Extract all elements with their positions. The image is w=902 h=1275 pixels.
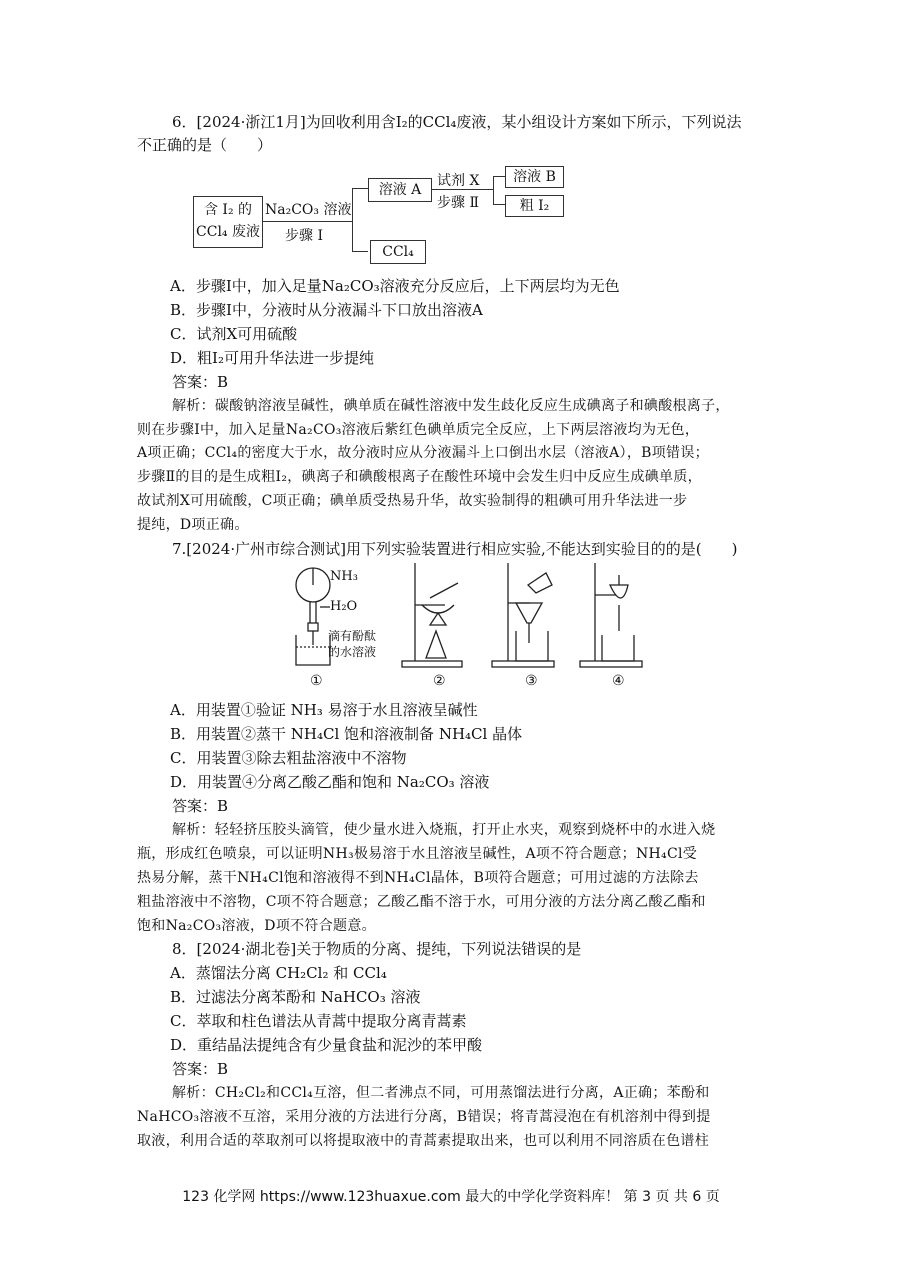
flow-reagent-x: 试剂 X	[437, 173, 480, 189]
q7-answer: 答案：B	[172, 797, 229, 815]
q6-explanation-line2: 则在步骤Ⅰ中，加入足量Na₂CO₃溶液后紫红色碘单质完全反应，上下两层溶液均为无色，	[137, 422, 700, 438]
q6-explanation-line5: 故试剂X可用硫酸，C项正确；碘单质受热易升华，故实验制得的粗碘可用升华法进一步	[137, 493, 688, 509]
flow-branch2-vertical	[493, 176, 494, 204]
evaporating-dish-icon	[422, 605, 454, 613]
flow-start-box	[193, 196, 263, 248]
flow-solution-a-box: 溶液 A	[368, 178, 432, 202]
apparatus-label-4: ④	[612, 673, 625, 689]
apparatus-label-2: ②	[433, 673, 446, 689]
q8-stem: 8．[2024·湖北卷]关于物质的分离、提纯，下列说法错误的是	[172, 940, 582, 958]
q6-explanation-line4: 步骤Ⅱ的目的是生成粗I₂，碘离子和碘酸根离子在酸性环境中会发生归中反应生成碘单质，	[137, 469, 702, 485]
flow-crude-i2-box: 粗 I₂	[505, 195, 564, 217]
apparatus-label-1: ①	[310, 673, 323, 689]
q6-answer: 答案：B	[172, 373, 229, 391]
flow-branch-top	[352, 188, 368, 189]
flow-branch-bottom	[352, 251, 368, 252]
flow-branch2-bottom	[493, 204, 505, 205]
q6-explanation-line3: A项正确；CCl₄的密度大于水，故分液时应从分液漏斗上口倒出水层（溶液A），B项错误；	[137, 445, 709, 461]
q6-option-d: D．粗I₂可用升华法进一步提纯	[170, 349, 374, 367]
label-h2o: H₂O	[330, 599, 358, 614]
page-footer: 123 化学网 https://www.123huaxue.com 最大的中学化学资料库！ 第 3 页 共 6 页	[182, 1189, 720, 1205]
q7-apparatus-figure	[280, 563, 660, 693]
label-solution-line2: 的水溶液	[328, 645, 377, 659]
q8-option-a: A．蒸馏法分离 CH₂Cl₂ 和 CCl₄	[170, 964, 387, 982]
flow-step1: 步骤 Ⅰ	[285, 228, 323, 244]
label-nh3: NH₃	[330, 569, 358, 584]
q8-option-d: D．重结晶法提纯含有少量食盐和泥沙的苯甲酸	[170, 1036, 483, 1054]
alcohol-lamp-icon	[426, 631, 446, 658]
q7-option-a: A．用装置①验证 NH₃ 易溶于水且溶液呈碱性	[170, 701, 478, 719]
q7-explanation-line5: 饱和Na₂CO₃溶液，D项不符合题意。	[137, 918, 376, 934]
q7-option-d: D．用装置④分离乙酸乙酯和饱和 Na₂CO₃ 溶液	[170, 773, 490, 791]
flow-ccl4-box: CCl₄	[370, 240, 426, 264]
label-solution-line1: 滴有酚酞	[328, 629, 377, 643]
flow-arrow-main	[262, 221, 352, 222]
q7-option-c: C．用装置③除去粗盐溶液中不溶物	[170, 749, 407, 767]
q7-explanation-line3: 热易分解，蒸干NH₄Cl饱和溶液得不到NH₄Cl晶体，B项符合题意；可用过滤的方法除去	[137, 870, 699, 886]
beaker-icon-3	[516, 631, 548, 661]
pouring-beaker-icon	[528, 573, 552, 593]
q8-explanation-line1: 解析：CH₂Cl₂和CCl₄互溶，但二者沸点不同，可用蒸馏法进行分离，A正确；苯酚和	[172, 1085, 710, 1101]
q6-stem-line1: 6．[2024·浙江1月]为回收利用含I₂的CCl₄废液，某小组设计方案如下所示，下列说法	[172, 113, 742, 131]
flow-solution-b-box: 溶液 B	[505, 166, 564, 188]
flow-branch2-top	[493, 176, 505, 177]
q7-option-b: B．用装置②蒸干 NH₄Cl 饱和溶液制备 NH₄Cl 晶体	[170, 725, 523, 743]
funnel-icon	[516, 603, 542, 623]
q6-option-a: A．步骤Ⅰ中，加入足量Na₂CO₃溶液充分反应后，上下两层均为无色	[170, 277, 620, 295]
apparatus-label-3: ③	[525, 673, 538, 689]
q8-option-c: C．萃取和柱色谱法从青蒿中提取分离青蒿素	[170, 1012, 467, 1030]
q8-explanation-line3: 取液，利用合适的萃取剂可以将提取液中的青蒿素提取出来，也可以利用不同溶质在色谱柱	[137, 1133, 709, 1149]
flow-start-line2: CCl₄ 废液	[196, 224, 260, 240]
q6-explanation-line1: 解析：碳酸钠溶液呈碱性，碘单质在碱性溶液中发生歧化反应生成碘离子和碘酸根离子，	[172, 398, 730, 414]
q8-answer: 答案：B	[172, 1060, 229, 1078]
q8-option-b: B．过滤法分离苯酚和 NaHCO₃ 溶液	[170, 988, 421, 1006]
q6-explanation-line6: 提纯，D项正确。	[137, 517, 249, 533]
q6-option-b: B．步骤Ⅰ中，分液时从分液漏斗下口放出溶液A	[170, 301, 483, 319]
separatory-funnel-icon	[610, 585, 628, 598]
flow-reagent1: Na₂CO₃ 溶液	[265, 202, 352, 218]
q8-explanation-line2: NaHCO₃溶液不互溶，采用分液的方法进行分离，B错误；将青蒿浸泡在有机溶剂中得到提	[137, 1109, 711, 1125]
flow-branch-vertical	[352, 188, 353, 251]
q7-stem: 7.[2024·广州市综合测试]用下列实验装置进行相应实验,不能达到实验目的的是( )	[172, 540, 738, 558]
flow-start-line1: 含 I₂ 的	[203, 202, 253, 218]
q7-explanation-line1: 解析：轻轻挤压胶头滴管，使少量水进入烧瓶，打开止水夹，观察到烧杯中的水进入烧	[172, 822, 716, 838]
beaker-icon-4	[602, 635, 634, 661]
q7-explanation-line4: 粗盐溶液中不溶物，C项不符合题意；乙酸乙酯不溶于水，可用分液的方法分离乙酸乙酯和	[137, 894, 706, 910]
q7-explanation-line2: 瓶，形成红色喷泉，可以证明NH₃极易溶于水且溶液呈碱性，A项不符合题意；NH₄Cl受	[137, 846, 698, 862]
q6-stem-line2: 不正确的是（ ）	[137, 136, 273, 154]
q6-option-c: C．试剂X可用硫酸	[170, 325, 298, 343]
flow-step2: 步骤 Ⅱ	[437, 195, 479, 211]
